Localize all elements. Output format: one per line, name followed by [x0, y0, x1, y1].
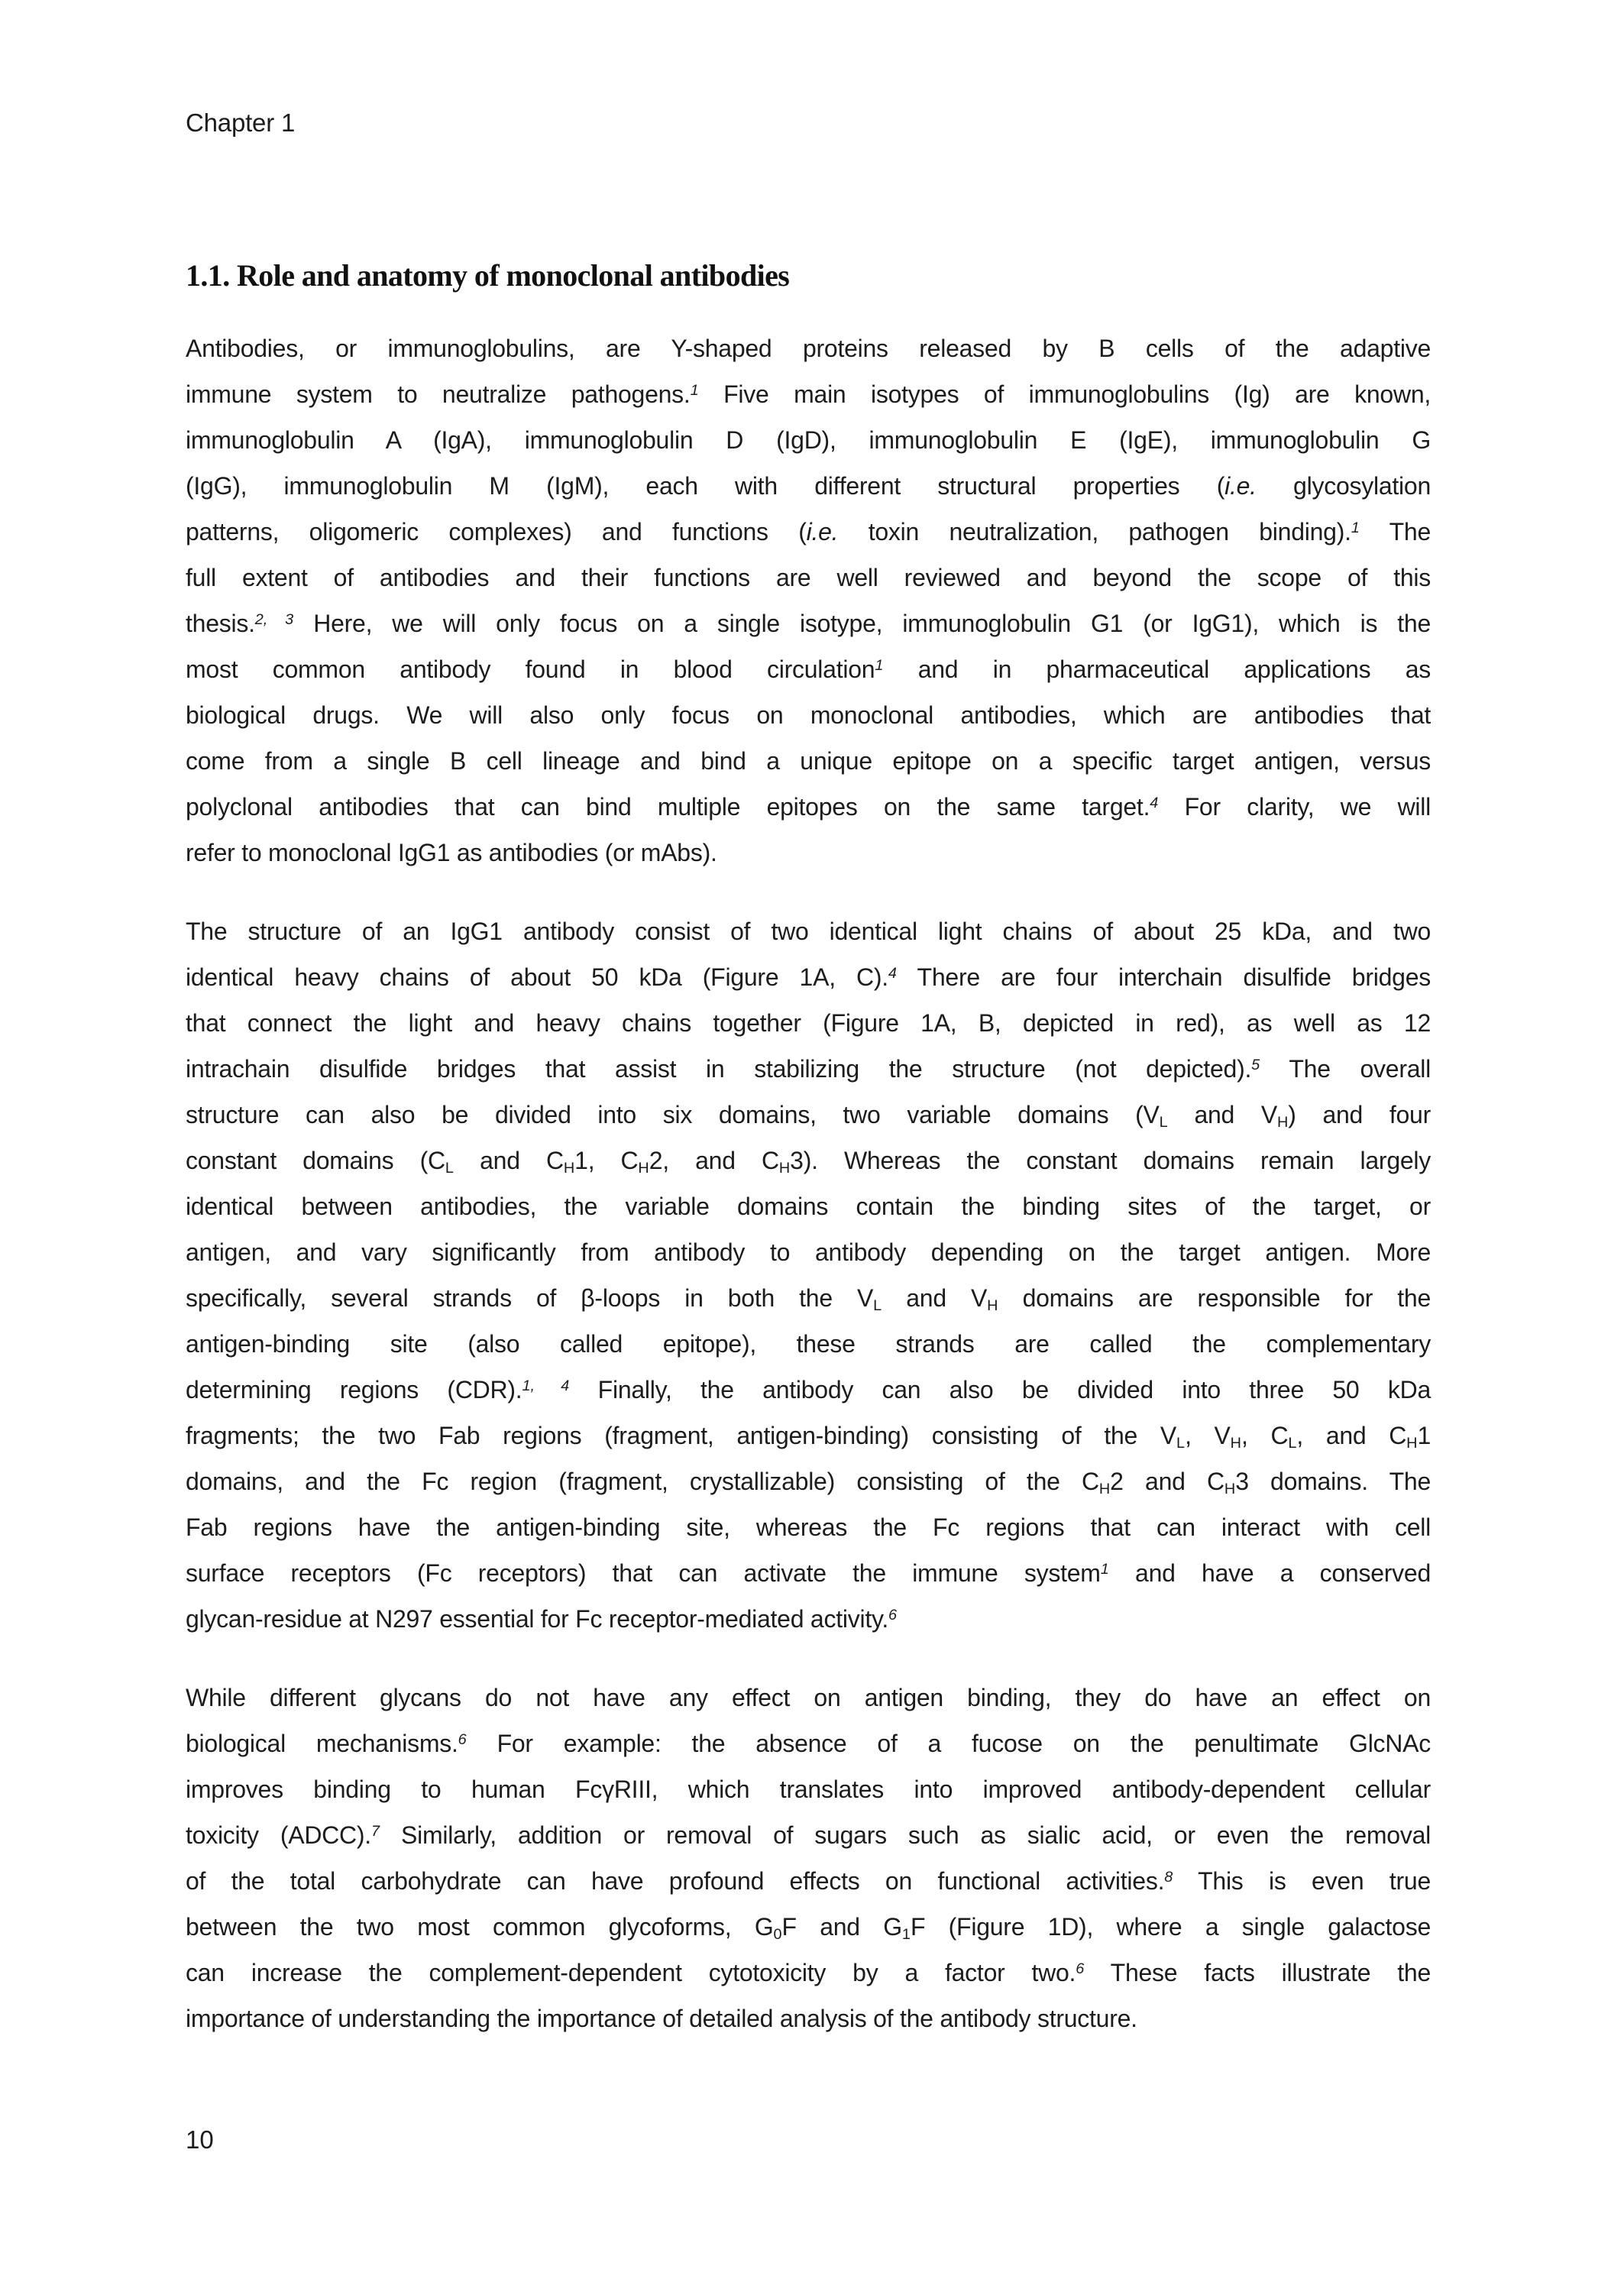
text-line	[186, 1229, 1431, 1275]
text-line	[186, 1000, 1431, 1046]
text-run: thesis.	[186, 610, 255, 637]
subscript-text: H	[563, 1160, 575, 1177]
text-line	[186, 1904, 1431, 1950]
text-run: and in pharmaceutical applications as	[883, 656, 1432, 683]
text-line	[186, 371, 1431, 417]
text-line	[186, 1550, 1431, 1596]
text-run: structure can also be divided into six domains, two variable domains (V	[186, 1101, 1160, 1128]
text-line	[186, 1275, 1431, 1321]
text-run: The structure of an IgG1 antibody consist of two identical light chains of about 25 kDa, and two	[186, 918, 1431, 945]
text-run: , C	[1241, 1422, 1289, 1449]
text-run: identical between antibodies, the variable domains contain the binding sites of the target, or	[186, 1193, 1431, 1220]
text-line	[186, 1950, 1431, 1996]
chapter-label: Chapter 1	[186, 108, 296, 137]
text-run: and C	[453, 1147, 564, 1174]
reference-superscript: 1	[875, 657, 884, 675]
text-run: intrachain disulfide bridges that assist in stabilizing the structure (not depicted).	[186, 1055, 1252, 1083]
text-line	[186, 417, 1431, 463]
text-line	[186, 646, 1431, 692]
text-run: between the two most common glycoforms, G	[186, 1913, 774, 1941]
italic-text: i.e.	[1224, 472, 1257, 500]
text-line	[186, 509, 1431, 555]
reference-superscript: 1	[1351, 520, 1360, 537]
subscript-text: 0	[773, 1926, 782, 1944]
text-run: immune system to neutralize pathogens.	[186, 380, 691, 408]
text-line	[186, 1996, 1431, 2041]
text-line	[186, 1675, 1431, 1721]
subscript-text: H	[1276, 1114, 1289, 1131]
text-run: ) and four	[1288, 1101, 1432, 1128]
text-line	[186, 1812, 1431, 1858]
reference-superscript: 8	[1164, 1869, 1173, 1886]
text-run: and V	[1167, 1101, 1277, 1128]
text-line	[186, 1504, 1431, 1550]
text-line	[186, 1596, 1431, 1642]
text-run: surface receptors (Fc receptors) that can activate the immune system	[186, 1559, 1101, 1587]
text-run: of the total carbohydrate can have profound effects on functional activities.	[186, 1867, 1165, 1895]
text-line	[186, 1046, 1431, 1092]
text-run: 1	[1417, 1422, 1432, 1449]
text-line	[186, 1138, 1431, 1183]
text-run: While different glycans do not have any effect on antigen binding, they do have an effect on	[186, 1684, 1431, 1711]
subscript-text: L	[1288, 1435, 1297, 1452]
text-run: 1, C	[574, 1147, 639, 1174]
text-run: patterns, oligomeric complexes) and functions (	[186, 518, 807, 545]
subscript-text: L	[1159, 1114, 1168, 1131]
reference-superscript: 7	[370, 1823, 380, 1840]
text-run: toxin neutralization, pathogen binding).	[838, 518, 1351, 545]
text-run: , and C	[1296, 1422, 1407, 1449]
text-line	[186, 1766, 1431, 1812]
text-run: domains are responsible for the	[998, 1284, 1431, 1312]
subscript-text: H	[1224, 1481, 1236, 1498]
subscript-text: H	[638, 1160, 649, 1177]
text-line	[186, 555, 1431, 601]
subscript-text: H	[987, 1297, 998, 1315]
text-run: fragments; the two Fab regions (fragment, antigen-binding) consisting of the V	[186, 1422, 1177, 1449]
text-run: 3). Whereas the constant domains remain largely	[790, 1147, 1432, 1174]
text-run: (IgG), immunoglobulin M (IgM), each with different structural properties (	[186, 472, 1225, 500]
text-run: The	[1359, 518, 1432, 545]
text-run: toxicity (ADCC).	[186, 1821, 371, 1849]
reference-superscript: 1	[690, 382, 699, 400]
text-run: Five main isotypes of immunoglobulins (Ig) are known,	[698, 380, 1432, 408]
section-heading: 1.1. Role and anatomy of monoclonal antibodies	[186, 258, 790, 293]
text-line	[186, 954, 1431, 1000]
text-run: This is even true	[1173, 1867, 1432, 1895]
text-run: that connect the light and heavy chains together (Figure 1A, B, depicted in red), as well as 12	[186, 1009, 1431, 1037]
reference-superscript: 4	[888, 965, 897, 983]
text-run: antigen-binding site (also called epitope), these strands are called the complementary	[186, 1330, 1431, 1358]
subscript-text: 1	[901, 1926, 911, 1944]
text-run: 2, and C	[649, 1147, 779, 1174]
text-run: Here, we will only focus on a single isotype, immunoglobulin G1 (or IgG1), which is the	[293, 610, 1432, 637]
text-line	[186, 1458, 1431, 1504]
reference-superscript: 6	[888, 1607, 897, 1624]
paragraph	[186, 908, 1431, 1642]
text-run: determining regions (CDR).	[186, 1376, 522, 1403]
paragraph	[186, 325, 1431, 876]
text-line	[186, 830, 1431, 876]
text-run: Fab regions have the antigen-binding site, whereas the Fc regions that can interact with cell	[186, 1513, 1431, 1541]
text-run: polyclonal antibodies that can bind multiple epitopes on the same target.	[186, 793, 1150, 821]
text-run: For clarity, we will	[1158, 793, 1431, 821]
text-run: There are four interchain disulfide bridges	[896, 963, 1432, 991]
subscript-text: H	[1098, 1481, 1111, 1498]
text-line	[186, 1721, 1431, 1766]
paragraph	[186, 1675, 1431, 2041]
text-run: domains, and the Fc region (fragment, crystallizable) consisting of the C	[186, 1468, 1099, 1495]
subscript-text: L	[445, 1160, 454, 1177]
text-run: F and G	[781, 1913, 902, 1941]
text-run: specifically, several strands of β-loops in both the V	[186, 1284, 874, 1312]
text-line	[186, 692, 1431, 738]
text-line	[186, 1092, 1431, 1138]
reference-superscript: 4	[1150, 795, 1159, 812]
text-line	[186, 908, 1431, 954]
reference-superscript: 6	[1076, 1960, 1085, 1978]
text-run: refer to monoclonal IgG1 as antibodies (or mAbs).	[186, 839, 717, 866]
text-run: full extent of antibodies and their functions are well reviewed and beyond the scope of this	[186, 564, 1431, 591]
text-run: The overall	[1260, 1055, 1432, 1083]
text-line	[186, 738, 1431, 784]
text-line	[186, 1858, 1431, 1904]
text-line	[186, 1183, 1431, 1229]
text-line	[186, 1413, 1431, 1458]
text-run: importance of understanding the importance of detailed analysis of the antibody structure.	[186, 2005, 1137, 2032]
text-run: 2 and C	[1110, 1468, 1224, 1495]
text-run: most common antibody found in blood circulation	[186, 656, 875, 683]
reference-superscript: 6	[458, 1731, 467, 1749]
reference-superscript: 2, 3	[254, 611, 294, 629]
text-line	[186, 1321, 1431, 1367]
reference-superscript: 5	[1251, 1057, 1260, 1074]
text-run: glycosylation	[1256, 472, 1432, 500]
subscript-text: H	[1230, 1435, 1241, 1452]
text-run: biological mechanisms.	[186, 1730, 458, 1757]
text-run: identical heavy chains of about 50 kDa (Figure 1A, C).	[186, 963, 888, 991]
subscript-text: L	[1176, 1435, 1186, 1452]
text-run: constant domains (C	[186, 1147, 445, 1174]
text-run: Finally, the antibody can also be divided into three 50 kDa	[569, 1376, 1432, 1403]
text-run: biological drugs. We will also only focus on monoclonal antibodies, which are antibodies that	[186, 701, 1431, 729]
text-run: can increase the complement-dependent cytotoxicity by a factor two.	[186, 1959, 1076, 1986]
text-run: glycan-residue at N297 essential for Fc receptor-mediated activity.	[186, 1605, 888, 1633]
text-line	[186, 463, 1431, 509]
text-run: immunoglobulin A (IgA), immunoglobulin D (IgD), immunoglobulin E (IgE), immunoglobulin G	[186, 426, 1431, 454]
page-number: 10	[186, 2125, 214, 2154]
subscript-text: H	[778, 1160, 791, 1177]
text-line	[186, 325, 1431, 371]
text-run: These facts illustrate the	[1084, 1959, 1432, 1986]
text-run: antigen, and vary significantly from antibody to antibody depending on the target antigen. More	[186, 1238, 1431, 1266]
reference-superscript: 1, 4	[522, 1377, 570, 1395]
text-run: come from a single B cell lineage and bind a unique epitope on a specific target antigen, versus	[186, 747, 1431, 775]
italic-text: i.e.	[806, 518, 839, 545]
text-run: F (Figure 1D), where a single galactose	[910, 1913, 1432, 1941]
text-run: and V	[882, 1284, 988, 1312]
subscript-text: H	[1406, 1435, 1418, 1452]
text-run: For example: the absence of a fucose on the penultimate GlcNAc	[466, 1730, 1431, 1757]
text-run: , V	[1185, 1422, 1231, 1449]
body-text	[186, 325, 1431, 2074]
text-run: improves binding to human FcγRIII, which translates into improved antibody-dependent cellular	[186, 1776, 1431, 1803]
text-line	[186, 601, 1431, 646]
text-line	[186, 784, 1431, 830]
text-run: 3 domains. The	[1235, 1468, 1432, 1495]
text-run: Similarly, addition or removal of sugars such as sialic acid, or even the removal	[379, 1821, 1432, 1849]
text-run: and have a conserved	[1108, 1559, 1432, 1587]
subscript-text: L	[873, 1297, 882, 1315]
text-run: Antibodies, or immunoglobulins, are Y-shaped proteins released by B cells of the adaptive	[186, 335, 1431, 362]
text-line	[186, 1367, 1431, 1413]
reference-superscript: 1	[1100, 1561, 1109, 1578]
